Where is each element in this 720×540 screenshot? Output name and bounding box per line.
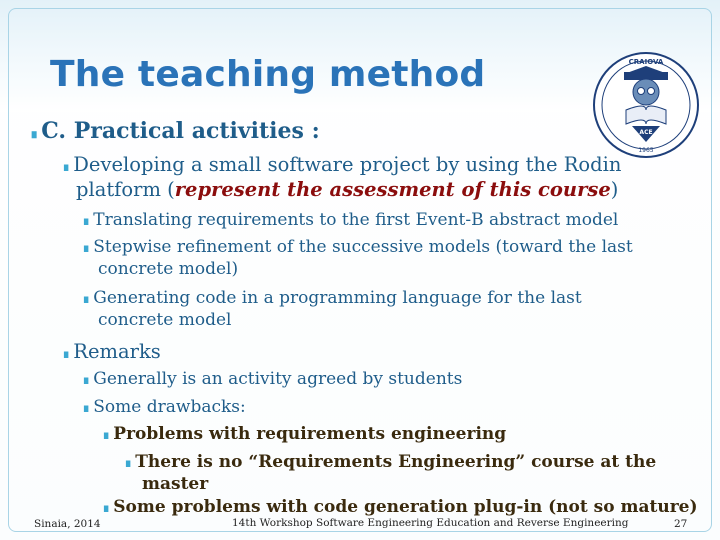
list-item: ∎ Stepwise refinement of the successive models (toward the last xyxy=(82,237,633,257)
bullet-icon: ∎ xyxy=(62,160,71,175)
page-number: 27 xyxy=(674,518,688,530)
list-item: ∎ There is no “Requirements Engineering” course at the xyxy=(124,452,657,472)
list-item: ∎ Some problems with code generation plug-in (not so mature) xyxy=(102,497,698,517)
list-item: ∎ Developing a small software project by using the Rodin xyxy=(62,153,622,176)
list-item-continuation: master xyxy=(142,474,209,494)
logo-top-text: CRAIOVA xyxy=(628,58,664,66)
list-item: ∎ Some drawbacks: xyxy=(82,397,246,417)
slide-title: The teaching method xyxy=(50,54,486,95)
logo-year: 1965 xyxy=(638,147,654,154)
bullet-icon: ∎ xyxy=(82,401,91,416)
university-logo xyxy=(590,50,702,160)
list-item: ∎ Problems with requirements engineering xyxy=(102,424,507,444)
bullet-icon: ∎ xyxy=(102,428,111,443)
list-item-continuation: concrete model) xyxy=(98,259,239,279)
list-item: ∎ Generally is an activity agreed by students xyxy=(82,369,463,389)
list-item-continuation: platform (represent the assessment of this course) xyxy=(76,178,619,201)
bullet-icon: ∎ xyxy=(82,292,91,307)
list-item: ∎ Translating requirements to the first Event-B abstract model xyxy=(82,210,619,230)
footer-location: Sinaia, 2014 xyxy=(34,518,101,530)
list-item: ∎ Remarks xyxy=(62,340,161,363)
section-heading: ∎ C. Practical activities : xyxy=(30,118,320,144)
footer-event: 14th Workshop Software Engineering Education and Reverse Engineering xyxy=(232,517,629,529)
list-item: ∎ Generating code in a programming language for the last xyxy=(82,288,582,308)
bullet-icon: ∎ xyxy=(30,127,39,142)
logo-center-text: ACE xyxy=(639,129,653,136)
emphasis-text: represent the assessment of this course xyxy=(174,178,611,201)
bullet-icon: ∎ xyxy=(82,241,91,256)
bullet-icon: ∎ xyxy=(124,456,133,471)
list-item-continuation: concrete model xyxy=(98,310,232,330)
bullet-icon: ∎ xyxy=(102,501,111,516)
bullet-icon: ∎ xyxy=(62,347,71,362)
bullet-icon: ∎ xyxy=(82,214,91,229)
bullet-icon: ∎ xyxy=(82,373,91,388)
